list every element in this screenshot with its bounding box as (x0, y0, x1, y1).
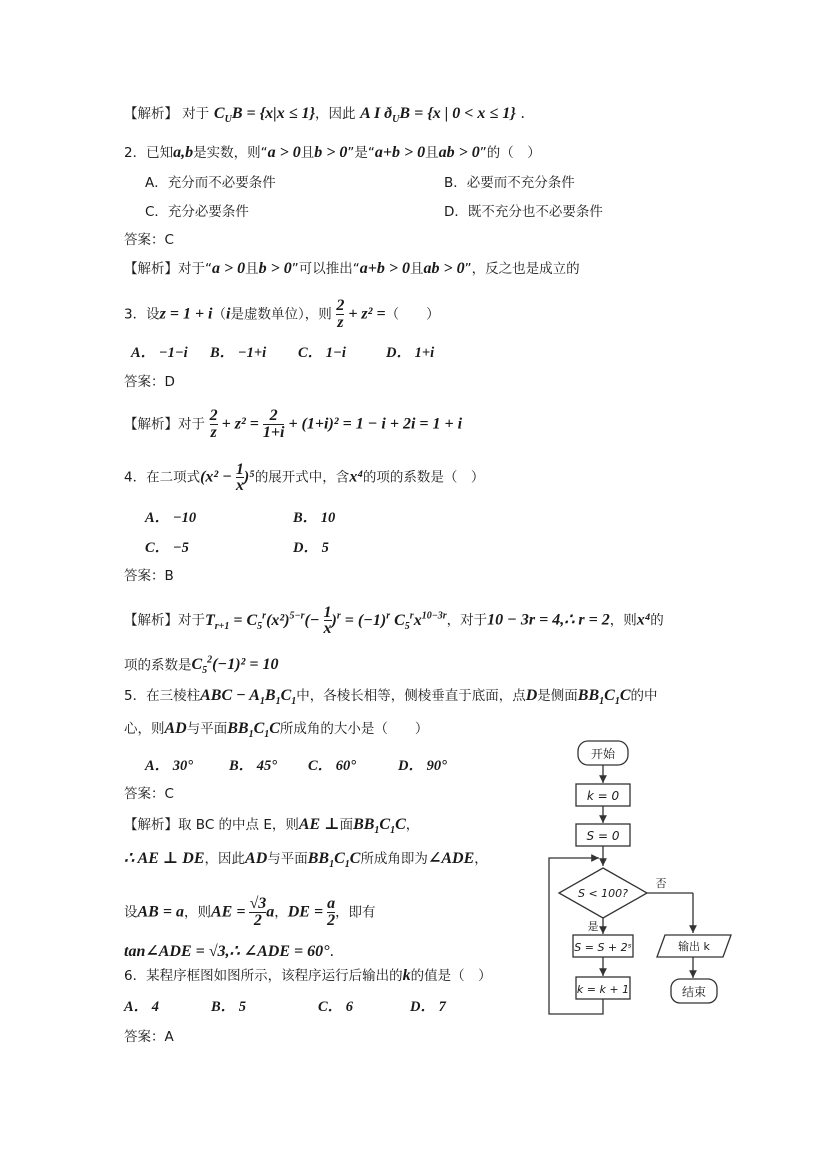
q5-option-a: A． 30° (145, 758, 194, 774)
flow-condition-label: S < 100? (577, 887, 629, 900)
q4-analysis-2: 项的系数是$C_5^2(-1)^2 = 10$ (124, 655, 279, 677)
q6-answer: 答案：A (124, 1029, 174, 1045)
q2-option-d: D．既不充分也不必要条件 (444, 204, 603, 220)
flow-init-s-label: S = 0 (586, 829, 620, 843)
flow-yes-label: 是 (587, 920, 599, 933)
q3-option-b: B． −1+i (210, 345, 267, 361)
q3-option-c: C． 1−i (298, 345, 346, 361)
q4-option-c: C． −5 (145, 540, 189, 556)
flow-output-label: 输出 k (678, 940, 710, 953)
flow-update-k-label: k = k + 1 (576, 983, 630, 996)
q4-option-a: A． −10 (145, 510, 197, 526)
q1-analysis: 【解析】 对于 $C_UB = \{x|x \le 1\}$，因此 A I $ð_UB = \{x$ | 0 < x ≤ 1} . (124, 105, 525, 126)
q6-option-b: B． 5 (211, 999, 247, 1015)
q3-stem: 3．设z = 1 + i（i是虚数单位），则 $\frac{2}{z}$ + z² =（ ） (124, 297, 440, 331)
q4-option-b: B． 10 (293, 510, 336, 526)
q5-analysis-4: tan∠ADE = √3,∴ ∠ADE = 60°. (124, 943, 335, 960)
q3-answer: 答案：D (124, 374, 175, 390)
flow-start-label: 开始 (590, 747, 616, 761)
program-flowchart (543, 738, 743, 1018)
q6-option-d: D． 7 (410, 999, 446, 1015)
q2-option-a: A．充分而不必要条件 (145, 175, 276, 191)
q5-analysis-3: 设AB = a，则AE = $\frac{√3}{2}$ a，DE = $\frac{a}{2}$ ，即有 (124, 895, 376, 929)
q3-analysis: 【解析】对于 $\frac{2}{z}$ + z² = $\frac{2}{1+i}$ + (1+i)² = 1 − i + 2i = 1 + i (124, 407, 463, 441)
q2-answer: 答案：C (124, 232, 174, 248)
q4-answer: 答案：B (124, 568, 174, 584)
flow-no-label: 否 (655, 877, 667, 890)
q5-stem-2: 心，则AD与平面$BB_1C_1C$所成角的大小是（ ） (124, 720, 429, 741)
q2-analysis: 【解析】对于“a > 0且b > 0”可以推出“a+b > 0且ab > 0”，反之也是成立的 (124, 260, 580, 277)
q3-option-a: A． −1−i (131, 345, 188, 361)
q5-analysis-2: ∴ AE ⊥ DE，因此AD与平面$BB_1C_1C$所成角即为∠ADE， (124, 850, 488, 871)
q5-analysis-1: 【解析】取 BC 的中点 E，则AE ⊥面$BB_1C_1C$， (124, 816, 420, 837)
q6-stem: 6．某程序框图如图所示，该程序运行后输出的k的值是（ ） (124, 967, 492, 984)
q3-option-d: D． 1+i (386, 345, 435, 361)
flow-update-s-label: S = S + 2ˢ (574, 941, 632, 954)
q6-option-a: A． 4 (124, 999, 160, 1015)
q4-stem: 4．在二项式(x² − $\frac{1}{x}$ )⁵的展开式中，含x⁴的项的系数是（ ） (124, 461, 485, 494)
q6-option-c: C． 6 (318, 999, 354, 1015)
q5-option-c: C． 60° (308, 758, 357, 774)
q4-analysis-1: 【解析】对于$T_{r+1} = C_5^r(x^2)^{5-r}(-$ $\frac{1}{x}$ )$^r = (-1)^r$ $C_5^rx^{10-3r}$，对于10 − 3r = 4,∴ r = 2，则x⁴的 (124, 604, 664, 637)
q2-option-b: B．必要而不充分条件 (444, 175, 575, 191)
q5-stem-1: 5．在三棱柱ABC − $A_1B_1C_1$中，各棱长相等，侧棱垂直于底面，点D是侧面$BB_1C_1C$的中 (124, 687, 658, 708)
q5-option-d: D． 90° (398, 758, 447, 774)
flow-init-k-label: k = 0 (586, 789, 620, 803)
q4-option-d: D． 5 (293, 540, 329, 556)
q5-answer: 答案：C (124, 786, 174, 802)
q2-stem: 2．已知a,b是实数，则“a > 0且b > 0”是“a+b > 0且ab > 0”的（ ） (124, 144, 541, 161)
q2-option-c: C．充分必要条件 (145, 204, 249, 220)
q5-option-b: B． 45° (229, 758, 278, 774)
flow-end-label: 结束 (681, 985, 707, 999)
